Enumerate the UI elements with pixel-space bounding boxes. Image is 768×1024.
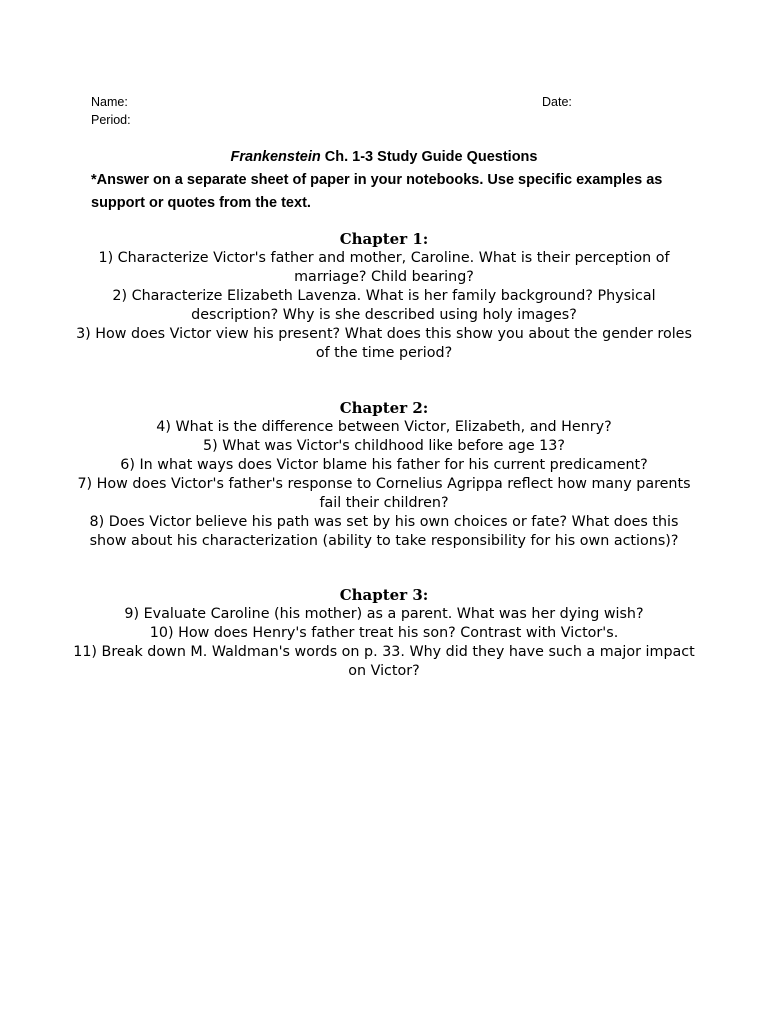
page-title bbox=[0, 147, 768, 167]
title-book-name: Frankenstein bbox=[230, 149, 321, 165]
chapter-heading: Chapter 1: bbox=[339, 230, 429, 248]
question-item: 9) Evaluate Caroline (his mother) as a parent. What was her dying wish? bbox=[124, 606, 644, 622]
name-label: Name: bbox=[91, 95, 128, 109]
question-item: 2) Characterize Elizabeth Lavenza. What is her family background? Physical description? Why is she described using holy images? bbox=[112, 288, 656, 323]
title-rest: Ch. 1-3 Study Guide Questions bbox=[320, 149, 538, 165]
question-item: 4) What is the difference between Victor, Elizabeth, and Henry? bbox=[156, 419, 612, 435]
question-item: 6) In what ways does Victor blame his father for his current predicament? bbox=[120, 457, 648, 473]
period-label: Period: bbox=[91, 113, 131, 127]
chapter-heading: Chapter 3: bbox=[339, 586, 429, 604]
question-item: 5) What was Victor's childhood like before age 13? bbox=[203, 438, 565, 454]
question-item: 1) Characterize Victor's father and mother, Caroline. What is their perception of marriage? Child bearing? bbox=[98, 250, 670, 285]
chapter-heading: Chapter 2: bbox=[339, 399, 429, 417]
question-item: 10) How does Henry's father treat his son? Contrast with Victor's. bbox=[149, 625, 619, 641]
chapter-2-section bbox=[70, 399, 698, 551]
question-item: 8) Does Victor believe his path was set by his own choices or fate? What does this show about his characterization (ability to take responsibility for his own actions)? bbox=[89, 514, 679, 549]
date-label: Date: bbox=[542, 95, 572, 109]
question-item: 11) Break down M. Waldman's words on p. 33. Why did they have such a major impact on Victor? bbox=[73, 644, 695, 679]
chapter-3-section bbox=[70, 586, 698, 681]
chapter-1-section bbox=[70, 230, 698, 363]
question-item: 7) How does Victor's father's response to Cornelius Agrippa reflect how many parents fail their children? bbox=[77, 476, 691, 511]
instruction-text: *Answer on a separate sheet of paper in your notebooks. Use specific examples as support or quotes from the text. bbox=[91, 172, 663, 211]
question-item: 3) How does Victor view his present? What does this show you about the gender roles of the time period? bbox=[76, 326, 692, 361]
